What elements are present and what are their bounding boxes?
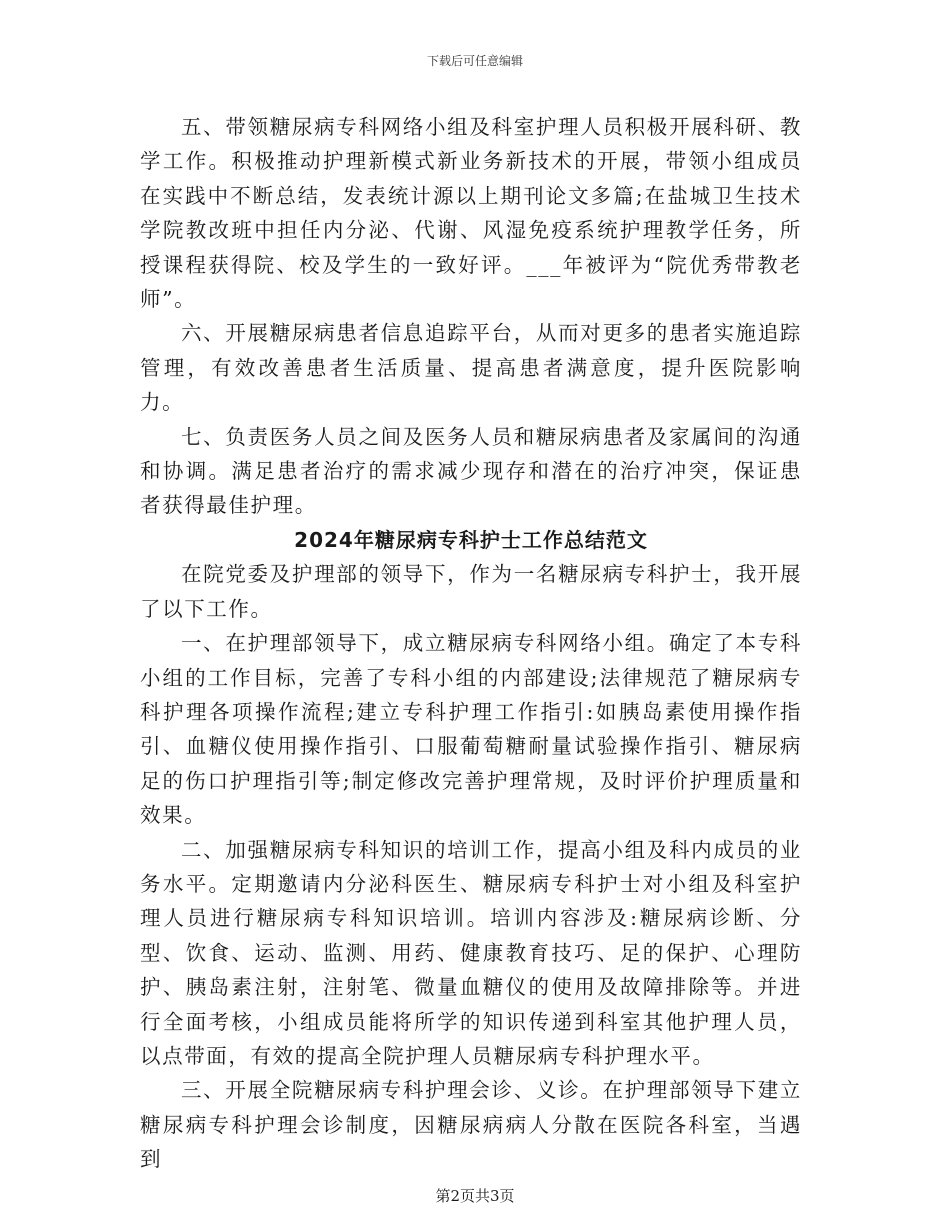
- paragraph-item-one: 一、在护理部领导下，成立糖尿病专科网络小组。确定了本专科小组的工作目标，完善了专科小组的内部建设;法律规范了糖尿病专科护理各项操作流程;建立专科护理工作指引:如胰岛素使用操作指引、血糖仪使用操作指引、口服葡萄糖耐量试验操作指引、糖尿病足的伤口护理指引等;制定修改完善护理常规，及时评价护理质量和效果。: [140, 631, 802, 828]
- document-body: [140, 110, 802, 1177]
- section-title: 2024年糖尿病专科护士工作总结范文: [294, 527, 648, 552]
- paragraph-item-three: 三、开展全院糖尿病专科护理会诊、义诊。在护理部领导下建立糖尿病专科护理会诊制度，因糖尿病病人分散在医院各科室，当遇到: [140, 1078, 802, 1172]
- page-number: 第2页共3页: [435, 1187, 515, 1205]
- paragraph-item-six: 六、开展糖尿病患者信息追踪平台，从而对更多的患者实施追踪管理，有效改善患者生活质量、提高患者满意度，提升医院影响力。: [140, 321, 802, 415]
- paragraph-item-seven: 七、负责医务人员之间及医务人员和糖尿病患者及家属间的沟通和协调。满足患者治疗的需求减少现存和潜在的治疗冲突，保证患者获得最佳护理。: [140, 424, 802, 518]
- page-header-note: 下载后可任意编辑: [426, 54, 523, 68]
- paragraph-intro: 在院党委及护理部的领导下，作为一名糖尿病专科护士，我开展了以下工作。: [140, 562, 802, 621]
- paragraph-item-five: 五、带领糖尿病专科网络小组及科室护理人员积极开展科研、教学工作。积极推动护理新模式新业务新技术的开展，带领小组成员在实践中不断总结，发表统计源以上期刊论文多篇;在盐城卫生技术学院教改班中担任内分泌、代谢、风湿免疫系统护理教学任务，所授课程获得院、校及学生的一致好评。___年被评为“院优秀带教老师”。: [140, 115, 802, 312]
- paragraph-item-two: 二、加强糖尿病专科知识的培训工作，提高小组及科内成员的业务水平。定期邀请内分泌科医生、糖尿病专科护士对小组及科室护理人员进行糖尿病专科知识培训。培训内容涉及:糖尿病诊断、分型、饮食、运动、监测、用药、健康教育技巧、足的保护、心理防护、胰岛素注射，注射笔、微量血糖仪的使用及故障排除等。并进行全面考核，小组成员能将所学的知识传递到科室其他护理人员，以点带面，有效的提高全院护理人员糖尿病专科护理水平。: [140, 837, 802, 1068]
